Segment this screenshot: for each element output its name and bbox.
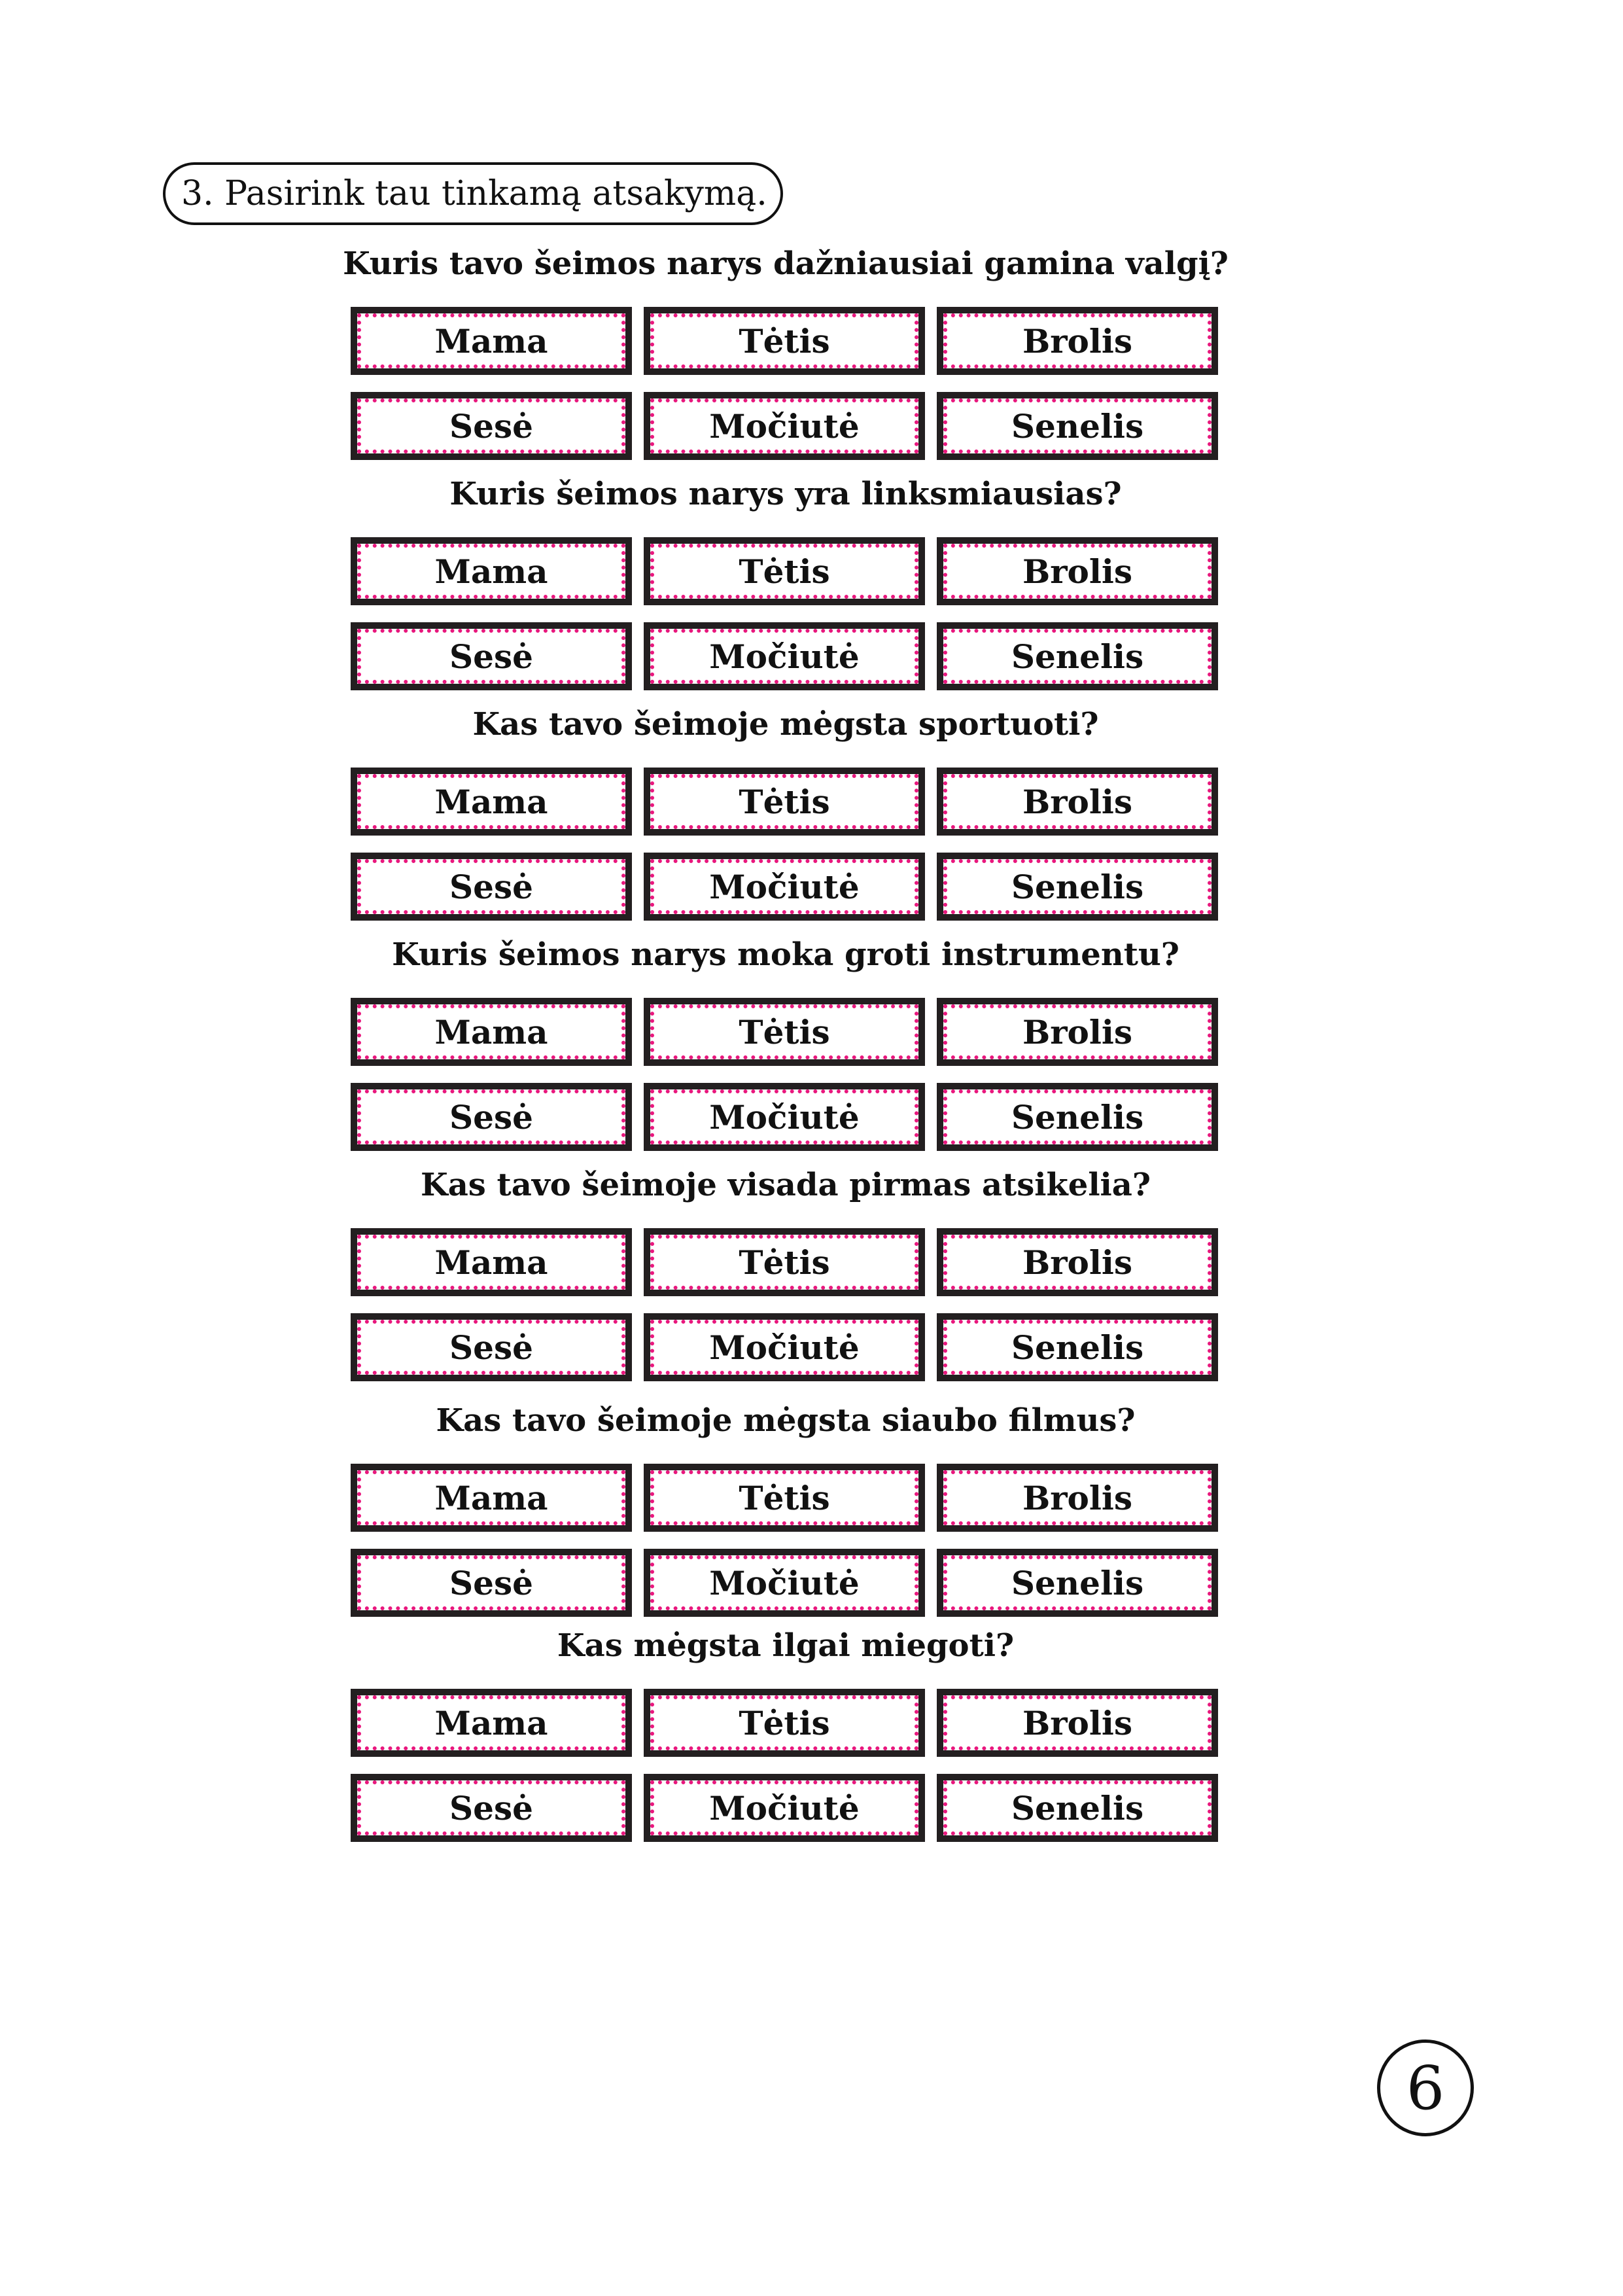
question-text: Kuris šeimos narys moka groti instrumentu? xyxy=(392,936,1179,973)
answer-option-label: Mama xyxy=(357,313,625,368)
answer-option-label: Sesė xyxy=(357,398,625,453)
answer-option-label: Močiutė xyxy=(650,629,918,684)
answer-option-label: Tėtis xyxy=(650,1470,918,1525)
answer-option[interactable] xyxy=(351,1228,632,1296)
answer-option[interactable] xyxy=(351,392,632,460)
answer-option[interactable] xyxy=(351,307,632,375)
answer-option-label: Tėtis xyxy=(650,544,918,599)
answer-option-label: Mama xyxy=(357,1695,625,1750)
question-text: Kuris tavo šeimos narys dažniausiai gamina valgį? xyxy=(343,245,1229,282)
answer-option[interactable] xyxy=(351,768,632,836)
answer-option[interactable] xyxy=(937,1313,1218,1381)
answer-option[interactable] xyxy=(644,768,925,836)
answer-option[interactable] xyxy=(644,1083,925,1151)
answer-option-label: Močiutė xyxy=(650,1555,918,1610)
answer-option[interactable] xyxy=(644,537,925,605)
answer-option-label: Mama xyxy=(357,544,625,599)
answer-option-label: Močiutė xyxy=(650,1320,918,1375)
answer-option[interactable] xyxy=(937,853,1218,921)
answer-option-label: Sesė xyxy=(357,1320,625,1375)
answer-option-label: Močiutė xyxy=(650,1089,918,1144)
answer-option[interactable] xyxy=(644,1774,925,1842)
answer-option-label: Mama xyxy=(357,1004,625,1059)
answer-option-label: Brolis xyxy=(943,1695,1212,1750)
answer-option-label: Brolis xyxy=(943,1235,1212,1290)
answer-option-label: Sesė xyxy=(357,1089,625,1144)
answer-option[interactable] xyxy=(937,392,1218,460)
answer-option[interactable] xyxy=(351,1083,632,1151)
answer-option-label: Sesė xyxy=(357,629,625,684)
question-text: Kas mėgsta ilgai miegoti? xyxy=(557,1627,1015,1664)
answer-option-label: Sesė xyxy=(357,1780,625,1835)
answer-option[interactable] xyxy=(644,853,925,921)
answer-option[interactable] xyxy=(644,1689,925,1757)
answer-option-label: Sesė xyxy=(357,1555,625,1610)
answer-option[interactable] xyxy=(937,1774,1218,1842)
answer-option-label: Senelis xyxy=(943,859,1212,914)
answer-option-label: Senelis xyxy=(943,398,1212,453)
answer-option-label: Mama xyxy=(357,774,625,829)
answer-option-label: Tėtis xyxy=(650,774,918,829)
answer-option[interactable] xyxy=(351,1689,632,1757)
answer-option-label: Tėtis xyxy=(650,313,918,368)
question-text: Kuris šeimos narys yra linksmiausias? xyxy=(449,476,1122,512)
answer-option-label: Mama xyxy=(357,1470,625,1525)
answer-option-label: Senelis xyxy=(943,1555,1212,1610)
answer-option[interactable] xyxy=(937,768,1218,836)
answer-option-label: Brolis xyxy=(943,774,1212,829)
answer-option[interactable] xyxy=(937,537,1218,605)
answer-option[interactable] xyxy=(937,1464,1218,1532)
page-number: 6 xyxy=(1377,2040,1474,2136)
answer-option-label: Močiutė xyxy=(650,859,918,914)
answer-option[interactable] xyxy=(937,998,1218,1066)
answer-option-label: Močiutė xyxy=(650,398,918,453)
answer-option-label: Senelis xyxy=(943,1780,1212,1835)
answer-option-label: Močiutė xyxy=(650,1780,918,1835)
question-text: Kas tavo šeimoje mėgsta siaubo filmus? xyxy=(436,1402,1136,1439)
answer-option-label: Senelis xyxy=(943,629,1212,684)
answer-option-label: Mama xyxy=(357,1235,625,1290)
answer-option[interactable] xyxy=(351,1464,632,1532)
answer-option-label: Tėtis xyxy=(650,1235,918,1290)
answer-option[interactable] xyxy=(351,1313,632,1381)
answer-option[interactable] xyxy=(644,1313,925,1381)
answer-option[interactable] xyxy=(937,1228,1218,1296)
question-text: Kas tavo šeimoje visada pirmas atsikelia? xyxy=(420,1167,1151,1203)
answer-option-label: Tėtis xyxy=(650,1004,918,1059)
answer-option[interactable] xyxy=(937,1083,1218,1151)
answer-option[interactable] xyxy=(351,622,632,690)
answer-option-label: Brolis xyxy=(943,1004,1212,1059)
answer-option[interactable] xyxy=(644,1228,925,1296)
answer-option-label: Brolis xyxy=(943,1470,1212,1525)
answer-option[interactable] xyxy=(937,1549,1218,1617)
answer-option[interactable] xyxy=(351,998,632,1066)
answer-option[interactable] xyxy=(351,1774,632,1842)
exercise-title: 3. Pasirink tau tinkamą atsakymą. xyxy=(163,162,783,225)
answer-option-label: Brolis xyxy=(943,544,1212,599)
answer-option[interactable] xyxy=(937,622,1218,690)
answer-option-label: Tėtis xyxy=(650,1695,918,1750)
answer-option[interactable] xyxy=(937,307,1218,375)
answer-option[interactable] xyxy=(351,537,632,605)
answer-option[interactable] xyxy=(644,998,925,1066)
answer-option-label: Senelis xyxy=(943,1089,1212,1144)
answer-option-label: Senelis xyxy=(943,1320,1212,1375)
answer-option[interactable] xyxy=(644,1549,925,1617)
answer-option[interactable] xyxy=(351,1549,632,1617)
answer-option[interactable] xyxy=(644,307,925,375)
answer-option[interactable] xyxy=(351,853,632,921)
question-text: Kas tavo šeimoje mėgsta sportuoti? xyxy=(472,706,1099,743)
answer-option[interactable] xyxy=(644,1464,925,1532)
answer-option[interactable] xyxy=(937,1689,1218,1757)
answer-option-label: Brolis xyxy=(943,313,1212,368)
answer-option-label: Sesė xyxy=(357,859,625,914)
answer-option[interactable] xyxy=(644,392,925,460)
answer-option[interactable] xyxy=(644,622,925,690)
